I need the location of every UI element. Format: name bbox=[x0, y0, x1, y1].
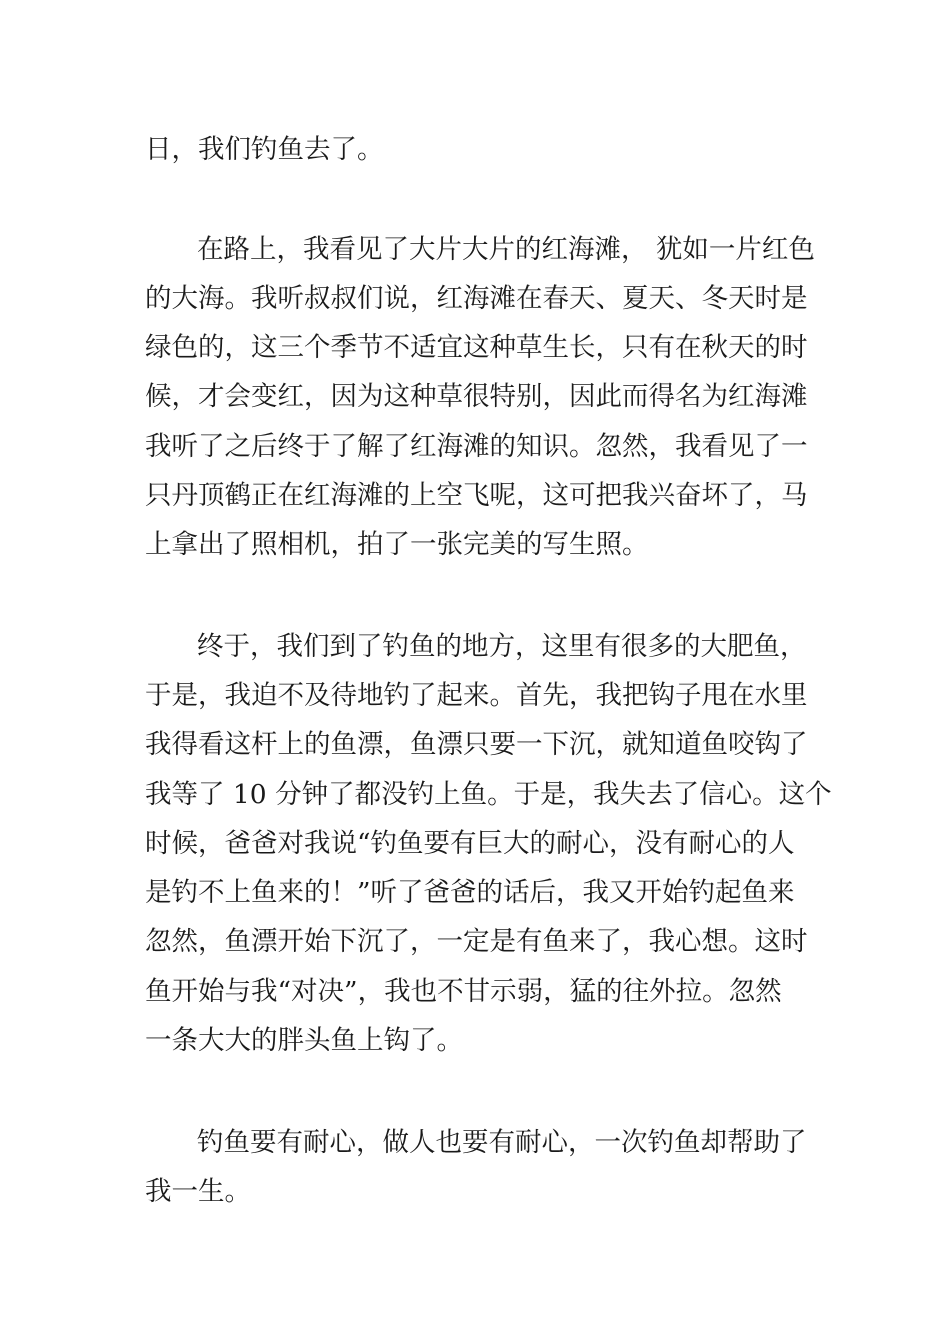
paragraph-2-line-1: 在路上，我看见了大片大片的红海滩， 犹如一片红色 bbox=[197, 234, 815, 265]
paragraph-2-line-4: 候，才会变红，因为这种草很特别，因此而得名为红海滩 bbox=[145, 381, 808, 412]
paragraph-3-line-8: 鱼开始与我“对决”，我也不甘示弱，猛的往外拉。忽然 bbox=[145, 976, 782, 1007]
paragraph-3-line-1: 终于，我们到了钓鱼的地方，这里有很多的大肥鱼， bbox=[197, 631, 807, 662]
paragraph-1-line-1: 日，我们钓鱼去了。 bbox=[145, 134, 384, 165]
paragraph-2-line-6: 只丹顶鹤正在红海滩的上空飞呢，这可把我兴奋坏了，马 bbox=[145, 480, 808, 511]
paragraph-3-line-4: 我等了 10 分钟了都没钓上鱼。于是，我失去了信心。这个 bbox=[145, 779, 832, 810]
paragraph-2-line-7: 上拿出了照相机，拍了一张完美的写生照。 bbox=[145, 529, 649, 560]
paragraph-2-line-2: 的大海。我听叔叔们说，红海滩在春天、夏天、冬天时是 bbox=[145, 283, 808, 314]
paragraph-2-line-5: 我听了之后终于了解了红海滩的知识。忽然，我看见了一 bbox=[145, 431, 808, 462]
paragraph-3-line-7: 忽然，鱼漂开始下沉了，一定是有鱼来了，我心想。这时 bbox=[145, 926, 808, 957]
paragraph-3-line-9: 一条大大的胖头鱼上钩了。 bbox=[145, 1025, 463, 1056]
paragraph-4-line-2: 我一生。 bbox=[145, 1176, 251, 1207]
paragraph-3-line-5: 时候，爸爸对我说“钓鱼要有巨大的耐心，没有耐心的人 bbox=[145, 828, 795, 859]
paragraph-3-line-6: 是钓不上鱼来的！”听了爸爸的话后，我又开始钓起鱼来 bbox=[145, 877, 795, 908]
paragraph-4-line-1: 钓鱼要有耐心，做人也要有耐心，一次钓鱼却帮助了 bbox=[197, 1127, 807, 1158]
paragraph-3-line-3: 我得看这杆上的鱼漂，鱼漂只要一下沉，就知道鱼咬钩了 bbox=[145, 729, 808, 760]
paragraph-3-line-2: 于是，我迫不及待地钓了起来。首先，我把钩子甩在水里 bbox=[145, 680, 808, 711]
paragraph-2-line-3: 绿色的，这三个季节不适宜这种草生长，只有在秋天的时 bbox=[145, 332, 808, 363]
